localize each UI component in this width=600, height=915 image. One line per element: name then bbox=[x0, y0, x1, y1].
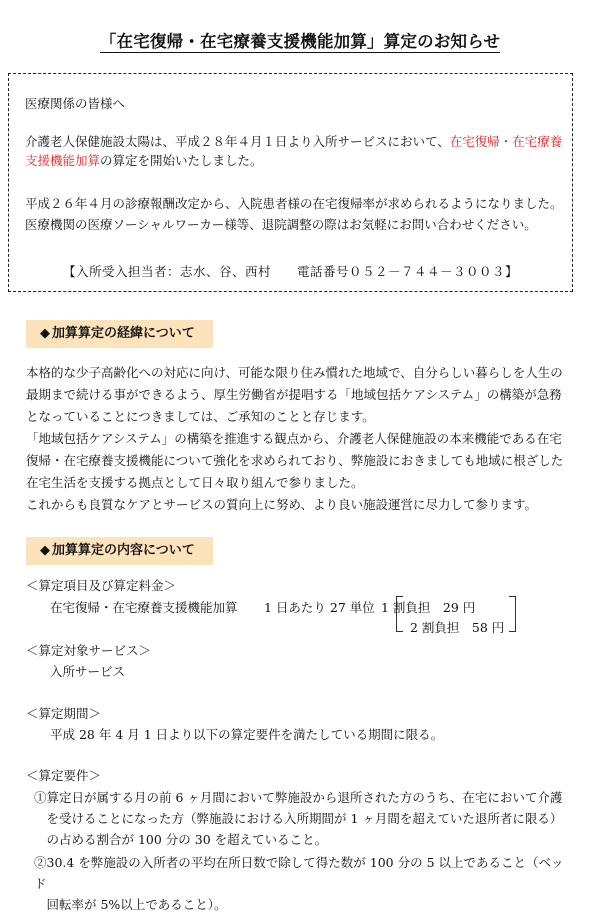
background-line: これからも良質なケアとサービスの質向上に努め、より良い施設運営に尽力して参ります。 bbox=[26, 497, 538, 512]
background-line: 最期まで続ける事ができるよう、厚生労働省が提唱する「地域包括ケアシステム」の構築が急務 bbox=[26, 387, 562, 402]
background-line: 在宅生活を支援する拠点として日々取り組んで参りました。 bbox=[26, 475, 364, 490]
background-text bbox=[26, 362, 571, 516]
page-title: 「在宅復帰・在宅療養支援機能加算」算定のお知らせ bbox=[99, 32, 501, 51]
background-line: となっていることにつきましては、ご承知のことと存じます。 bbox=[26, 409, 375, 424]
notice-box bbox=[8, 73, 573, 292]
item-unit: 1 日あたり 27 単位 bbox=[264, 600, 375, 615]
item-label: ＜算定項目及び算定料金＞ bbox=[26, 578, 177, 593]
contact-info: 【入所受入担当者：志水、谷、西村 電話番号０５２－７４４－３００３】 bbox=[62, 264, 518, 279]
requirements-label: ＜算定要件＞ bbox=[26, 768, 102, 783]
background-line: 「地域包括ケアシステム」の構築を推進する観点から、介護老人保健施設の本来機能である在宅 bbox=[26, 431, 562, 446]
diamond-bullet-icon: ◆ bbox=[40, 326, 50, 341]
item-name: 在宅復帰・在宅療養支援機能加算 bbox=[50, 600, 238, 615]
background-line: 復帰・在宅療養支援機能について強化を求められており、弊施設におきましても地域に根ざした bbox=[26, 453, 564, 468]
section-heading-background: ◆ 加算算定の経緯について bbox=[26, 320, 213, 348]
diamond-bullet-icon: ◆ bbox=[40, 543, 50, 558]
service-label: ＜算定対象サービス＞ bbox=[26, 643, 152, 658]
bracket-right bbox=[509, 596, 516, 632]
period-value: 平成 28 年 4 月 1 日より以下の算定要件を満たしている期間に限る。 bbox=[50, 727, 444, 742]
period-label: ＜算定期間＞ bbox=[26, 706, 102, 721]
rate-1: 1 割負担 29 円 bbox=[381, 600, 476, 615]
requirement-2: ②30.4 を弊施設の入所者の平均在所日数で除して得た数が 100 分の 5 以上であること（ベッド 回転率が 5%以上であること）。 bbox=[34, 855, 564, 912]
notice-paragraph-2-line-2: 医療機関の医療ソーシャルワーカー様等、退院調整の際はお気軽にお問い合わせください。 bbox=[25, 217, 537, 232]
greeting: 医療関係の皆様へ bbox=[25, 96, 126, 111]
service-value: 入所サービス bbox=[50, 664, 126, 679]
section-heading-content: ◆ 加算算定の内容について bbox=[26, 537, 213, 565]
highlighted-addition-name: 在宅復帰・在宅療養支援機能加算 bbox=[25, 134, 563, 168]
requirement-1: ①算定日が属する月の前 6 ヶ月間において弊施設から退所された方のうち、在宅において介護 を受けることになった方（弊施設における入所期間が 1 ヶ月間を超えていた退所者に限る） の占める割合が 100 分の 30 を超えていること。 bbox=[34, 790, 563, 847]
notice-paragraph-1: 介護老人保健施設太陽は、平成２８年４月１日より入所サービスにおいて、在宅復帰・在宅療養支援機能加算の算定を開始いたしました。 bbox=[25, 134, 563, 168]
rate-2: 2 割負担 58 円 bbox=[410, 620, 505, 635]
background-line: 本格的な少子高齢化への対応に向け、可能な限り住み慣れた地域で、自分らしい暮らしを人生の bbox=[26, 365, 563, 380]
notice-paragraph-2-line-1: 平成２６年４月の診療報酬改定から、入院患者様の在宅復帰率が求められるようになりました。 bbox=[25, 196, 563, 211]
